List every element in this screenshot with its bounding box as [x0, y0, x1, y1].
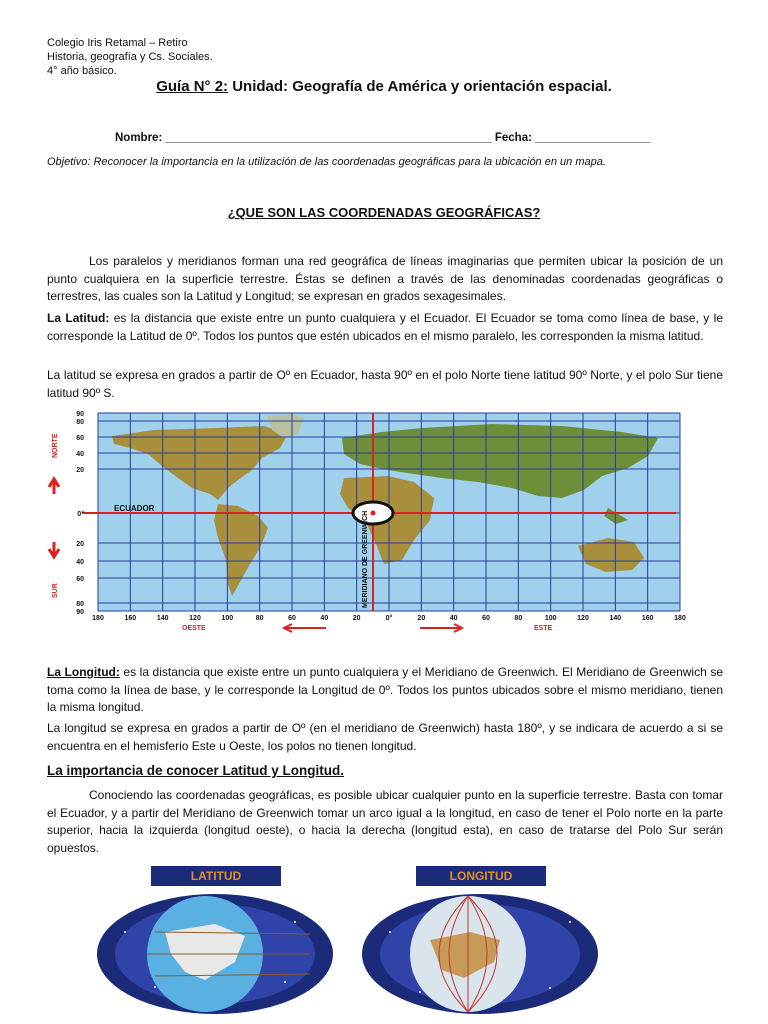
longitude-tick-label: 60: [482, 615, 490, 622]
latitude-tick-label: 0°: [77, 511, 84, 518]
latitude-tick-label: 90: [76, 411, 84, 418]
longitude-term: La Longitud:: [47, 665, 120, 679]
page-title: [0, 78, 768, 95]
importance-paragraph: Conociendo las coordenadas geográficas, es posible ubicar cualquier punto en la superficie terrestre. Basta con tomar el Ecuador, y a partir del Meridiano de Greenwich tomar un arco igual a la longitud, en caso de tener el Polo norte en la parte superior, hacia la izquierda (longitud oeste), o hacia la derecha (longitud esta), en caso de tratarse del Polo Sur serán opuestos.: [47, 788, 723, 855]
intro-paragraph: Los paralelos y meridianos forman una red geográfica de líneas imaginarias que permiten ubicar la posición de un punto cualquiera en la superficie terrestre. Éstas se definen a través de las denominadas coordenadas geográficas o terrestres, las cuales son la Latitud y Longitud; se expresan en grados sexagesimales.: [47, 254, 723, 303]
latitude-expression: La latitud se expresa en grados a partir de Oº en Ecuador, hasta 90º en el polo Norte tiene latitud 90º Norte, y el polo Sur tiene latitud 90º S.: [47, 368, 723, 400]
section-title: ¿QUE SON LAS COORDENADAS GEOGRÁFICAS?: [227, 205, 541, 220]
school-name: Colegio Iris Retamal – Retiro: [47, 37, 188, 49]
greenwich-label: MERIDIANO DE GREENWICH: [362, 510, 369, 608]
longitude-tick-label: 100: [544, 615, 557, 622]
latitude-tick-label: 80: [76, 419, 84, 426]
guide-number: Guía N° 2:: [156, 78, 229, 95]
latitude-globe-diagram: [95, 862, 335, 1012]
latitude-tick-label: 20: [76, 467, 84, 474]
longitude-tick-label: 20: [417, 615, 426, 622]
importance-title: La importancia de conocer Latitud y Longitud.: [47, 763, 345, 778]
east-label: ESTE: [534, 625, 553, 632]
latitude-tick-label: 60: [76, 435, 84, 442]
latitude-tick-label: 80: [76, 601, 84, 608]
longitude-tick-label: 60: [288, 615, 296, 622]
longitude-tick-label: 140: [609, 615, 622, 622]
longitude-paragraph: [47, 664, 723, 717]
latitude-tick-label: 60: [76, 576, 84, 583]
longitude-globe-diagram: [360, 862, 600, 1012]
origin-point: [371, 511, 376, 516]
longitude-tick-label: 80: [255, 615, 264, 622]
north-label: NORTE: [52, 433, 59, 458]
latitude-tick-label: 20: [76, 541, 84, 548]
longitude-tick-label: 40: [320, 615, 329, 622]
longitude-tick-label: 0°: [385, 615, 393, 622]
name-label: Nombre:: [115, 132, 163, 144]
longitude-tick-label: 100: [221, 615, 234, 622]
latitude-definition: es la distancia que existe entre un punto cualquiera y el Ecuador. El Ecuador se toma como línea de base, y le corresponde la Latitud de 0º. Todos los puntos que estén ubicados en el mismo paralelo, les corresponden la misma latitud.: [47, 311, 723, 343]
latitude-paragraph: [47, 310, 723, 345]
longitude-tick-label: 40: [449, 615, 458, 622]
date-field[interactable]: __________________: [531, 132, 651, 144]
name-field[interactable]: ___________________________________________________: [162, 132, 492, 144]
school-header: [47, 36, 213, 78]
longitude-tick-label: 180: [92, 615, 104, 622]
longitude-tick-label: 80: [514, 615, 523, 622]
south-label: SUR: [52, 583, 59, 598]
longitude-expression: La longitud se expresa en grados a partir de Oº (en el meridiano de Greenwich) hasta 180º, y se indicara de acuerdo a si se encuentra en el hemisferio Este u Oeste, los polos no tienen longitud.: [47, 721, 723, 753]
longitude-tick-label: 160: [124, 615, 137, 622]
latitude-term: La Latitud:: [47, 311, 110, 325]
subject-name: Historia, geografía y Cs. Sociales.: [47, 51, 213, 63]
latitude-tick-label: 40: [76, 559, 84, 566]
grade-level: 4° año básico.: [47, 65, 117, 77]
latitude-tick-label: 40: [76, 451, 84, 458]
longitude-tick-label: 20: [352, 615, 361, 622]
student-form: [115, 132, 650, 144]
west-label: OESTE: [182, 625, 206, 632]
latitude-tick-label: 90: [76, 609, 84, 616]
world-coordinate-map: [42, 408, 686, 632]
longitude-tick-label: 180: [674, 615, 686, 622]
longitude-tick-label: 120: [577, 615, 589, 622]
longitude-definition: es la distancia que existe entre un punto cualquiera y el Meridiano de Greenwich. El Meridiano de Greenwich se toma como la línea de base, y le corresponde la Longitud de 0º. Todos los puntos ubicados sobre el mismo meridiano, tienen la misma longitud.: [47, 665, 723, 714]
latitude-diagram-title: LATITUD: [190, 869, 242, 883]
date-label: Fecha:: [491, 132, 532, 144]
objective-text: Objetivo: Reconocer la importancia en la utilización de las coordenadas geográficas para la ubicación en un mapa.: [47, 156, 606, 168]
unit-title: Unidad: Geografía de América y orientación espacial.: [228, 78, 612, 95]
longitude-tick-label: 140: [156, 615, 169, 622]
longitude-tick-label: 120: [189, 615, 201, 622]
longitude-diagram-title: LONGITUD: [449, 869, 513, 883]
equator-label: ECUADOR: [114, 504, 155, 513]
longitude-tick-label: 160: [641, 615, 654, 622]
